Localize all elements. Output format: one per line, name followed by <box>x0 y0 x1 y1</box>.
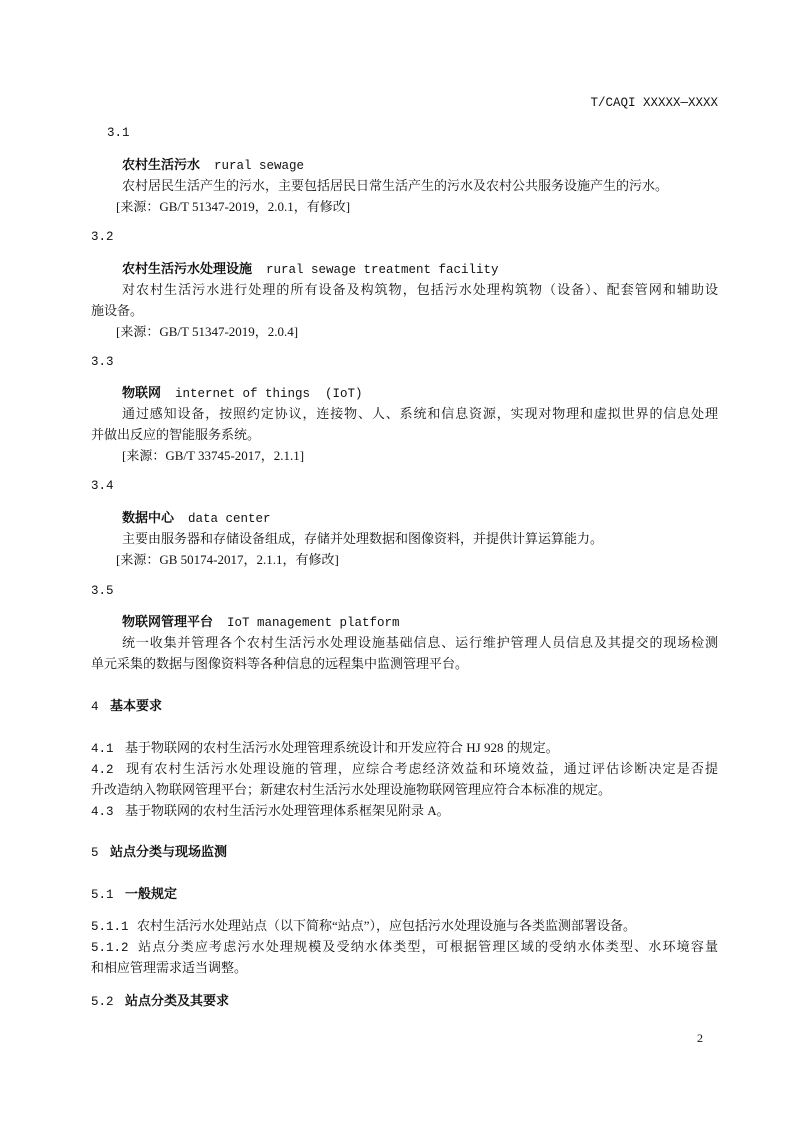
term-source: [来源：GB/T 33745-2017，2.1.1] <box>122 448 305 463</box>
term-definition: 主要由服务器和存储设备组成，存储并处理数据和图像资料，并提供计算运算能力。 <box>122 531 604 546</box>
term-zh: 物联网 <box>122 386 162 401</box>
term-definition: 农村居民生活产生的污水，主要包括居民日常生活产生的污水及农村公共服务设施产生的污水。 <box>122 178 669 193</box>
clause-5-1-2-cont: 和相应管理需求适当调整。 <box>91 960 248 975</box>
clause-5-1-2: 5.1.2 站点分类应考虑污水处理规模及受纳水体类型，可根据管理区域的受纳水体类型、水环境容量 <box>91 939 718 955</box>
term-definition-cont: 并做出反应的智能服务系统。 <box>91 427 261 442</box>
section-heading-4: 4 基本要求 <box>91 699 163 714</box>
page-number: 2 <box>697 1031 703 1045</box>
term-zh: 物联网管理平台 <box>122 615 214 630</box>
term-en: rural sewage treatment facility <box>266 263 499 277</box>
term-heading <box>122 157 304 174</box>
term-heading <box>122 510 271 527</box>
clause-5-1-1: 5.1.1 农村生活污水处理站点（以下简称“站点”），应包括污水处理设施与各类监测部署设备。 <box>91 918 637 934</box>
term-zh: 农村生活污水处理设施 <box>122 262 253 277</box>
term-definition-cont: 单元采集的数据与图像资料等各种信息的远程集中监测管理平台。 <box>91 656 469 671</box>
clause-4-3: 4.3 基于物联网的农村生活污水处理管理体系框架见附录 A。 <box>91 803 450 819</box>
term-number: 3.5 <box>91 584 114 598</box>
term-source: [来源：GB 50174-2017，2.1.1，有修改] <box>116 552 339 567</box>
clause-4-2: 4.2 现有农村生活污水处理设施的管理，应综合考虑经济效益和环境效益，通过评估诊断决定是否提 <box>91 761 718 777</box>
section-heading-5: 5 站点分类与现场监测 <box>91 845 228 860</box>
term-en: internet of things (IoT) <box>175 387 363 401</box>
term-en: IoT management platform <box>227 616 400 630</box>
term-number: 3.4 <box>91 479 114 493</box>
term-definition-cont: 施设备。 <box>91 303 144 318</box>
term-definition: 通过感知设备，按照约定协议，连接物、人、系统和信息资源，实现对物理和虚拟世界的信息处理 <box>122 406 718 421</box>
term-definition: 对农村生活污水进行处理的所有设备及构筑物，包括污水处理构筑物（设备）、配套管网和辅助设 <box>122 282 718 297</box>
term-definition: 统一收集并管理各个农村生活污水处理设施基础信息、运行维护管理人员信息及其提交的现场检测 <box>122 635 718 650</box>
clause-4-1: 4.1 基于物联网的农村生活污水处理管理系统设计和开发应符合 HJ 928 的规定。 <box>91 740 559 756</box>
subsection-heading-5-2: 5.2 站点分类及其要求 <box>91 994 230 1009</box>
term-zh: 数据中心 <box>122 511 175 526</box>
term-number: 3.3 <box>91 355 114 369</box>
term-number: 3.2 <box>91 230 114 244</box>
term-number: 3.1 <box>107 126 130 140</box>
term-heading <box>122 261 499 278</box>
clause-4-2-cont: 升改造纳入物联网管理平台；新建农村生活污水处理设施物联网管理应符合本标准的规定。 <box>91 782 612 797</box>
term-source: [来源：GB/T 51347-2019，2.0.1，有修改] <box>116 199 351 214</box>
term-en: rural sewage <box>214 159 305 173</box>
term-zh: 农村生活污水 <box>122 158 201 173</box>
term-en: data center <box>188 512 271 526</box>
subsection-heading-5-1: 5.1 一般规定 <box>91 887 178 902</box>
term-source: [来源：GB/T 51347-2019，2.0.4] <box>116 324 299 339</box>
term-heading <box>122 614 400 631</box>
term-heading <box>122 385 363 402</box>
document-code: T/CAQI XXXXX—XXXX <box>590 96 718 110</box>
